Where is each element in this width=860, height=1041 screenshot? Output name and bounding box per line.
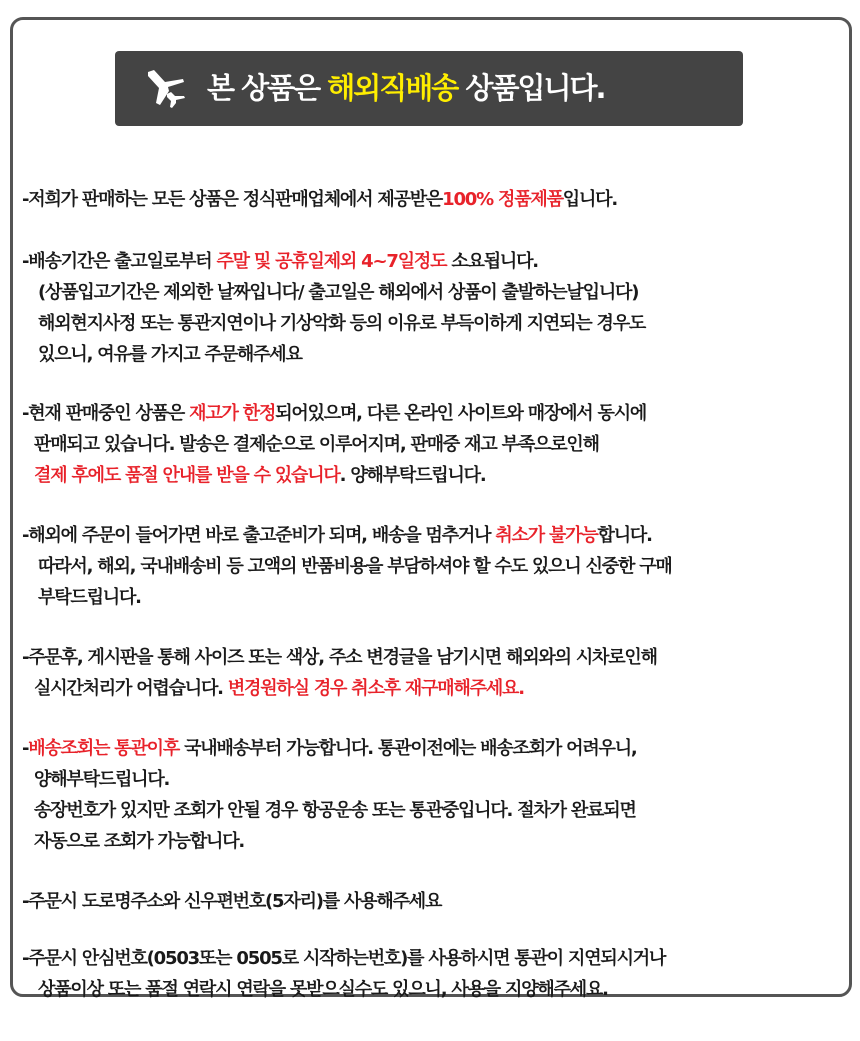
notice-list [22, 184, 842, 1005]
notice-line [22, 551, 842, 582]
notice-line [22, 642, 842, 673]
text-segment: 입니다. [562, 189, 617, 210]
banner-title [207, 51, 605, 126]
text-segment: -해외에 주문이 들어가면 바로 출고준비가 되며, 배송을 멈추거나 [22, 525, 496, 546]
text-segment: -배송기간은 출고일로부터 [22, 251, 217, 272]
notice-line [22, 943, 842, 974]
notice-line [22, 520, 842, 551]
text-segment: 되어있으며, 다른 온라인 사이트와 매장에서 동시에 [275, 403, 647, 424]
text-segment: -주문시 안심번호(0503또는 0505로 시작하는번호)를 사용하시면 통관이 지연되시거나 [22, 948, 666, 969]
notice-line [22, 764, 842, 795]
notice-line [22, 308, 842, 339]
text-segment: 자동으로 조회가 가능합니다. [34, 831, 245, 852]
notice-delivery-period [22, 246, 842, 370]
notice-line [22, 277, 842, 308]
text-segment: - [22, 738, 29, 759]
notice-no-cancellation [22, 520, 842, 613]
banner-title-suffix: 상품입니다. [457, 71, 605, 105]
text-segment: (상품입고기간은 제외한 날짜입니다/ 출고일은 해외에서 상품이 출발하는날입니다) [38, 282, 639, 303]
banner-title-prefix: 본 상품은 [207, 71, 328, 105]
notice-line [22, 429, 842, 460]
emphasis-text: 재고가 한정 [189, 403, 276, 424]
emphasis-text: 주말 및 공휴일제외 4~7일정도 [216, 251, 447, 272]
text-segment: -저희가 판매하는 모든 상품은 정식판매업체에서 제공받은 [22, 189, 443, 210]
notice-line [22, 733, 842, 764]
text-segment: 소요됩니다. [446, 251, 538, 272]
notice-genuine-products [22, 184, 842, 215]
text-segment: 판매되고 있습니다. 발송은 결제순으로 이루어지며, 판매중 재고 부족으로인해 [34, 434, 599, 455]
emphasis-text: 100% 정품제품 [442, 189, 563, 210]
overseas-shipping-banner [115, 51, 743, 126]
text-segment: -주문후, 게시판을 통해 사이즈 또는 색상, 주소 변경글을 남기시면 해외와의 시차로인해 [22, 647, 657, 668]
text-segment: 부탁드립니다. [38, 587, 141, 608]
notice-line [22, 398, 842, 429]
text-segment: -현재 판매중인 상품은 [22, 403, 190, 424]
emphasis-text: 배송조회는 통관이후 [28, 738, 180, 759]
text-segment: . 양해부탁드립니다. [339, 465, 486, 486]
text-segment: 해외현지사정 또는 통관지연이나 기상악화 등의 이유로 부득이하게 지연되는 경우도 [38, 313, 646, 334]
notice-tracking [22, 733, 842, 857]
emphasis-text: 결제 후에도 품절 안내를 받을 수 있습니다 [34, 465, 340, 486]
banner-title-highlight: 해외직배송 [327, 71, 458, 105]
notice-line [22, 826, 842, 857]
notice-line [22, 339, 842, 370]
text-segment: 상품이상 또는 품절 연락시 연락을 못받으실수도 있으니, 사용을 지양해주세요. [38, 979, 608, 1000]
notice-line [22, 582, 842, 613]
notice-limited-stock [22, 398, 842, 491]
text-segment: 양해부탁드립니다. [34, 769, 170, 790]
airplane-icon [145, 68, 187, 110]
notice-line [22, 184, 842, 215]
text-segment: -주문시 도로명주소와 신우편번호(5자리)를 사용해주세요 [22, 891, 442, 912]
text-segment: 송장번호가 있지만 조회가 안될 경우 항공운송 또는 통관중입니다. 절차가 완료되면 [34, 800, 636, 821]
notice-line [22, 974, 842, 1005]
notice-line [22, 795, 842, 826]
notice-line [22, 886, 842, 917]
text-segment: 국내배송부터 가능합니다. 통관이전에는 배송조회가 어려우니, [179, 738, 637, 759]
notice-line [22, 460, 842, 491]
notice-order-changes [22, 642, 842, 704]
emphasis-text: 취소가 불가능 [495, 525, 598, 546]
notice-line [22, 673, 842, 704]
notice-address-format [22, 886, 842, 917]
notice-line [22, 246, 842, 277]
text-segment: 따라서, 해외, 국내배송비 등 고액의 반품비용을 부담하셔야 할 수도 있으니 신중한 구매 [38, 556, 672, 577]
text-segment: 있으니, 여유를 가지고 주문해주세요 [38, 344, 302, 365]
emphasis-text: 변경원하실 경우 취소후 재구매해주세요. [227, 678, 524, 699]
notice-safe-number [22, 943, 842, 1005]
text-segment: 합니다. [597, 525, 652, 546]
text-segment: 실시간처리가 어렵습니다. [34, 678, 228, 699]
